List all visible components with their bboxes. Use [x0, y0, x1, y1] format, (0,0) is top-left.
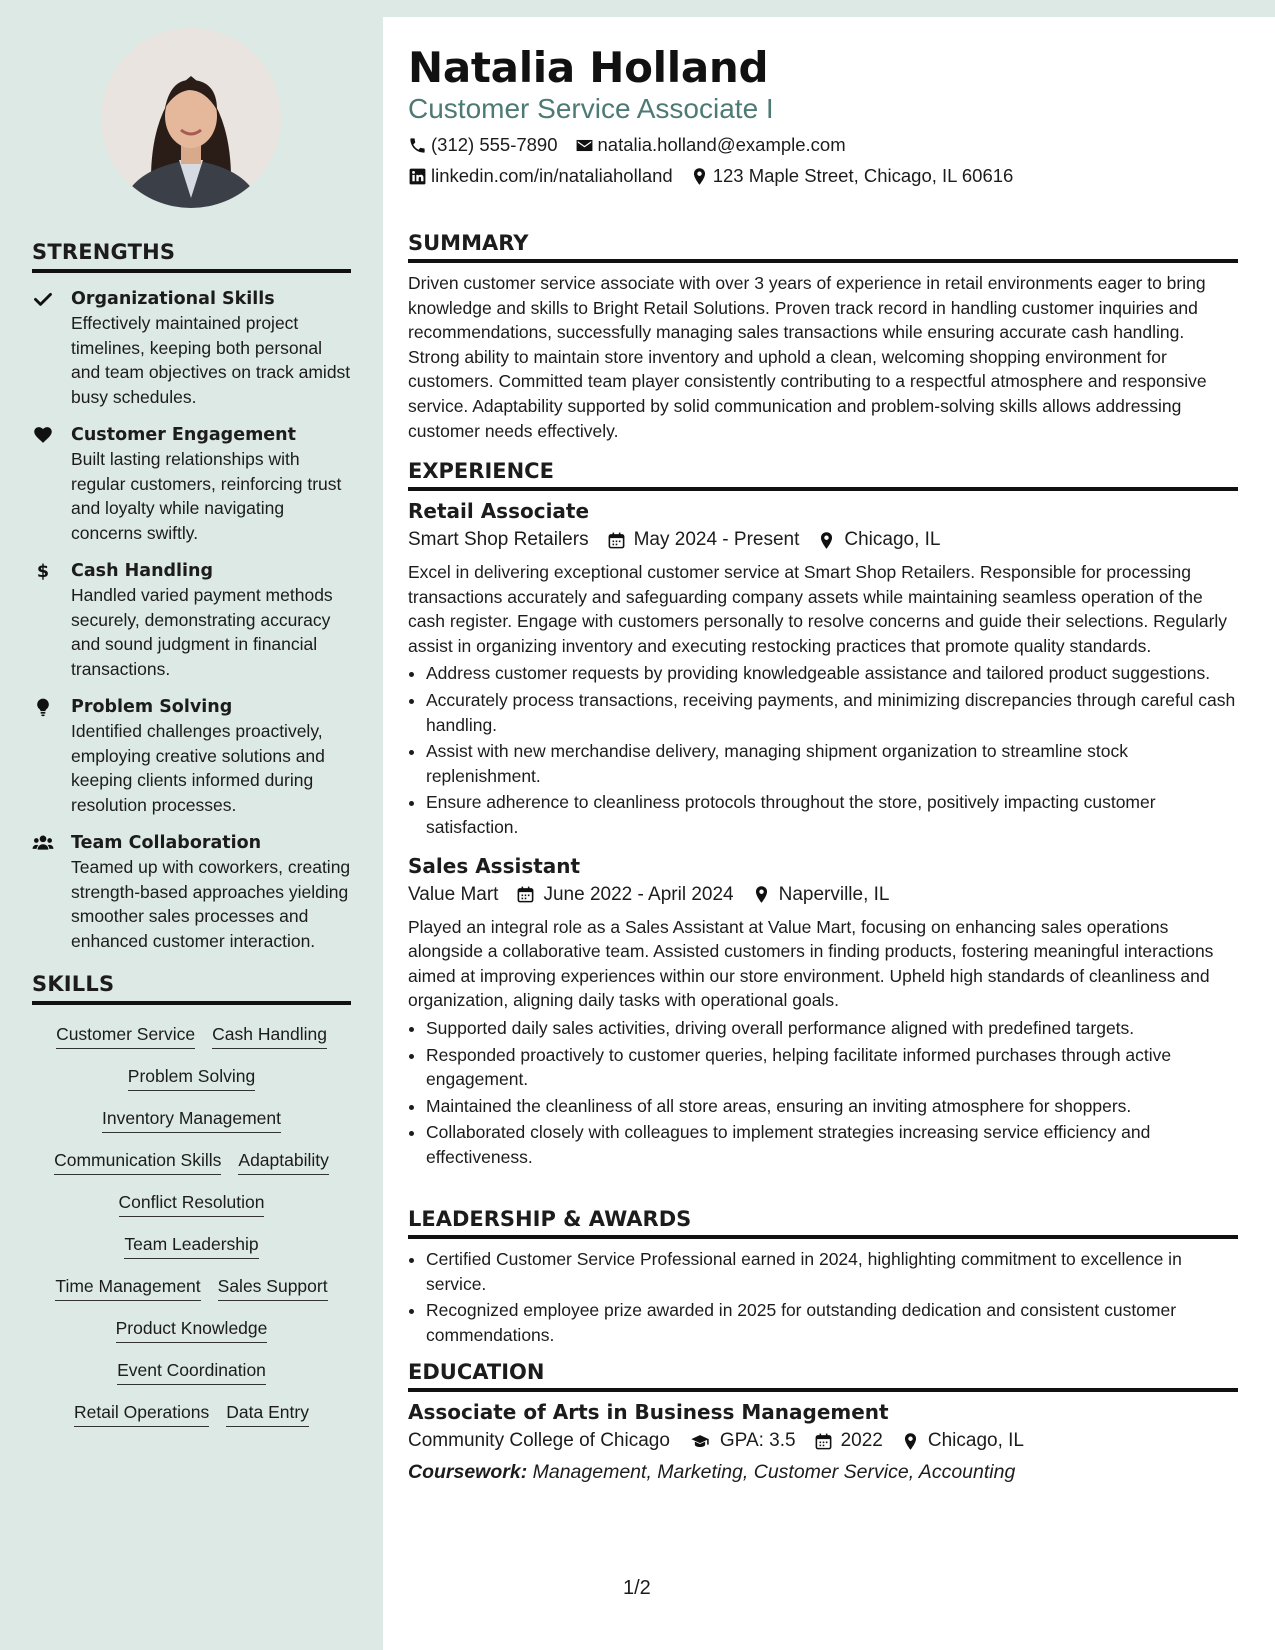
strength-item: [32, 831, 351, 953]
skills-row: [32, 1317, 351, 1343]
job-meta: [408, 884, 1238, 906]
skill-tag: Data Entry: [226, 1401, 309, 1427]
job-bullet: • Collaborated closely with colleagues to implement strategies increasing service efficiency and effectiveness.: [426, 1120, 1238, 1169]
skill-tag: Sales Support: [218, 1275, 328, 1301]
summary-section: [408, 231, 1238, 443]
company-name: Smart Shop Retailers: [408, 529, 589, 550]
job-dates: June 2022 - April 2024: [543, 883, 734, 905]
coursework-label: Coursework:: [408, 1461, 528, 1483]
skill-tag: Time Management: [55, 1275, 200, 1301]
jobs-list: [408, 499, 1238, 1169]
strength-desc: Teamed up with coworkers, creating strength-based approaches yielding smoother sales processes and enhanced customer interaction.: [71, 857, 351, 951]
job-location: Naperville, IL: [778, 883, 890, 905]
job-meta: [408, 529, 1238, 551]
skills-row: [32, 1107, 351, 1133]
strengths-list: [32, 287, 351, 953]
contact-row-2: [408, 165, 1013, 187]
job-bullet: • Ensure adherence to cleanliness protocols throughout the store, positively impacting customer satisfaction.: [426, 790, 1238, 839]
map-pin-icon: [752, 885, 771, 904]
education-section: [408, 1360, 1238, 1484]
portrait-image: [101, 28, 281, 208]
svg-text:$: $: [36, 561, 50, 581]
strength-title: Customer Engagement: [71, 425, 297, 445]
strength-desc: Built lasting relationships with regular customers, reinforcing trust and loyalty while navigating concerns swiftly.: [71, 449, 342, 543]
job-entry: [408, 854, 1238, 1170]
skills-row: [32, 1359, 351, 1385]
strength-item: [32, 423, 351, 545]
awards-list: [408, 1247, 1238, 1347]
skills-section: [32, 972, 351, 1427]
skill-tag: Inventory Management: [102, 1107, 281, 1133]
job-bullet: • Responded proactively to customer queries, helping facilitate informed purchases through active engagement.: [426, 1043, 1238, 1092]
job-description: Played an integral role as a Sales Assistant at Value Mart, focusing on enhancing sales operations alongside a collaborative team. Assisted customers in finding products, fostering meaningful interactions aimed at improving experiences within our store environment. Upheld high standards of cleanliness and organization, aligning daily tasks with operational goals.: [408, 916, 1214, 1011]
experience-heading: EXPERIENCE: [408, 459, 1238, 491]
main-content: [383, 17, 1275, 1650]
location-item: [817, 529, 940, 551]
map-pin-icon: [901, 1432, 920, 1451]
map-pin-icon: [817, 531, 836, 550]
awards-section: [408, 1207, 1238, 1349]
company-name: Value Mart: [408, 883, 499, 905]
skills-row: [32, 1191, 351, 1217]
profile-photo: [101, 28, 281, 208]
strength-item: [32, 695, 351, 817]
edu-location-item: [901, 1430, 1024, 1452]
job-bullet: • Assist with new merchandise delivery, managing shipment organization to streamline stock replenishment.: [426, 739, 1238, 788]
job-position: Retail Associate: [408, 499, 590, 523]
strength-item: [32, 559, 351, 681]
skill-tag: Problem Solving: [128, 1065, 255, 1091]
calendar-icon: [516, 885, 535, 904]
strength-title: Problem Solving: [71, 697, 233, 717]
check-icon: [32, 289, 56, 309]
skills-row: [32, 1065, 351, 1091]
calendar-icon: [814, 1432, 833, 1451]
strength-title: Team Collaboration: [71, 833, 262, 853]
skills-row: [32, 1233, 351, 1259]
job-description: Excel in delivering exceptional customer service at Smart Shop Retailers. Responsible for processing transactions accurately and safeguarding company assets while maintaining seamless operation of the cash register. Engage with customers personally to resolve concerns and guide their selections. Regularly assist in organizing inventory and executing restocking practices that promote quality standards.: [408, 562, 1228, 656]
skill-tag: Cash Handling: [212, 1023, 327, 1049]
job-title: Customer Service Associate I: [408, 93, 774, 124]
strength-desc: Handled varied payment methods securely, demonstrating accuracy and sound judgment in financial transactions.: [71, 585, 333, 679]
linkedin-icon: [408, 167, 427, 186]
skill-tag: Conflict Resolution: [119, 1191, 265, 1217]
strength-desc: Identified challenges proactively, employing creative solutions and keeping clients informed during resolution processes.: [71, 721, 325, 815]
degree: Associate of Arts in Business Management: [408, 1400, 889, 1424]
job-bullet: • Supported daily sales activities, driving overall performance aligned with predefined targets.: [426, 1016, 1238, 1041]
linkedin-item[interactable]: [408, 165, 673, 187]
job-bullet: • Address customer requests by providing knowledgeable assistance and tailored product suggestions.: [426, 661, 1238, 686]
school-name: Community College of Chicago: [408, 1430, 670, 1451]
email-item[interactable]: [575, 134, 846, 156]
linkedin-text[interactable]: linkedin.com/in/nataliaholland: [431, 165, 673, 186]
school-item: [408, 1430, 670, 1452]
edu-location-text: Chicago, IL: [927, 1430, 1024, 1451]
experience-section: [408, 459, 1238, 1183]
job-entry: [408, 499, 1238, 840]
address-item: [690, 165, 1014, 187]
sidebar: [0, 0, 383, 1650]
strength-title: Cash Handling: [71, 561, 214, 581]
envelope-icon: [575, 136, 594, 155]
strengths-heading: STRENGTHS: [32, 240, 351, 273]
strength-item: [32, 287, 351, 409]
year-item: [814, 1430, 883, 1452]
skill-tag: Adaptability: [238, 1149, 328, 1175]
strengths-section: [32, 240, 351, 967]
award-bullet: • Recognized employee prize awarded in 2025 for outstanding dedication and consistent customer commendations.: [426, 1298, 1238, 1347]
skill-tag: Product Knowledge: [116, 1317, 268, 1343]
skill-tag: Team Leadership: [124, 1233, 258, 1259]
company-item: [408, 529, 589, 551]
gpa-text: GPA: 3.5: [719, 1430, 796, 1451]
summary-heading: SUMMARY: [408, 231, 1238, 263]
lightbulb-icon: [32, 697, 56, 717]
skill-tag: Customer Service: [56, 1023, 195, 1049]
coursework-text: Management, Marketing, Customer Service, Accounting: [532, 1461, 1016, 1483]
gpa-item: [688, 1430, 796, 1452]
education-meta: [408, 1430, 1238, 1452]
heart-icon: [32, 425, 56, 445]
map-pin-icon: [690, 167, 709, 186]
phone-icon: [408, 136, 427, 155]
page-number: 1/2: [623, 1577, 651, 1599]
award-bullet: • Certified Customer Service Professional earned in 2024, highlighting commitment to excellence in service.: [426, 1247, 1238, 1296]
skills-list: [32, 1019, 351, 1427]
job-dates: May 2024 - Present: [633, 529, 800, 550]
skills-row: [32, 1149, 351, 1175]
strength-title: Organizational Skills: [71, 289, 275, 309]
job-bullet: • Maintained the cleanliness of all store areas, ensuring an inviting atmosphere for shoppers.: [426, 1094, 1238, 1119]
summary-text: Driven customer service associate with over 3 years of experience in retail environments eager to bring knowledge and skills to Bright Retail Solutions. Proven track record in handling customer inquiries and recommendations, successfully managing sales transactions while ensuring accurate cash handling. Strong ability to maintain store inventory and uphold a clean, welcoming shopping environment for customers. Committed team player consistently contributing to a respectful atmosphere and responsive service. Adaptability supported by solid communication and problem-solving skills allows addressing customer needs effectively.: [408, 273, 1207, 441]
company-item: [408, 884, 498, 906]
dollar-icon: [32, 561, 56, 581]
phone-text: (312) 555-7890: [431, 134, 558, 155]
email-text[interactable]: natalia.holland@example.com: [597, 134, 846, 155]
phone-item: [408, 134, 558, 156]
contact-row-1: [408, 134, 846, 156]
job-bullet: • Accurately process transactions, receiving payments, and minimizing discrepancies through careful cash handling.: [426, 688, 1238, 737]
address-text: 123 Maple Street, Chicago, IL 60616: [712, 165, 1014, 186]
strength-desc: Effectively maintained project timelines, keeping both personal and team objectives on track amidst busy schedules.: [71, 313, 351, 407]
job-bullets: [408, 1016, 1238, 1170]
users-icon: [32, 833, 56, 853]
candidate-name: Natalia Holland: [408, 43, 769, 92]
skill-tag: Communication Skills: [54, 1149, 221, 1175]
graduation-cap-icon: [688, 1432, 712, 1451]
education-heading: EDUCATION: [408, 1360, 1238, 1392]
job-position: Sales Assistant: [408, 853, 581, 878]
skill-tag: Retail Operations: [74, 1401, 209, 1427]
year-text: 2022: [840, 1430, 883, 1451]
dates-item: [607, 529, 800, 551]
job-location: Chicago, IL: [844, 529, 941, 550]
coursework: [408, 1461, 1238, 1484]
dates-item: [516, 884, 733, 906]
skill-tag: Event Coordination: [117, 1359, 266, 1385]
location-item: [752, 884, 890, 906]
awards-heading: LEADERSHIP & AWARDS: [408, 1207, 1238, 1239]
skills-row: [32, 1275, 351, 1301]
skills-row: [32, 1023, 351, 1049]
job-bullets: [408, 661, 1238, 839]
skills-heading: SKILLS: [32, 972, 351, 1005]
skills-row: [32, 1401, 351, 1427]
calendar-icon: [607, 531, 626, 550]
